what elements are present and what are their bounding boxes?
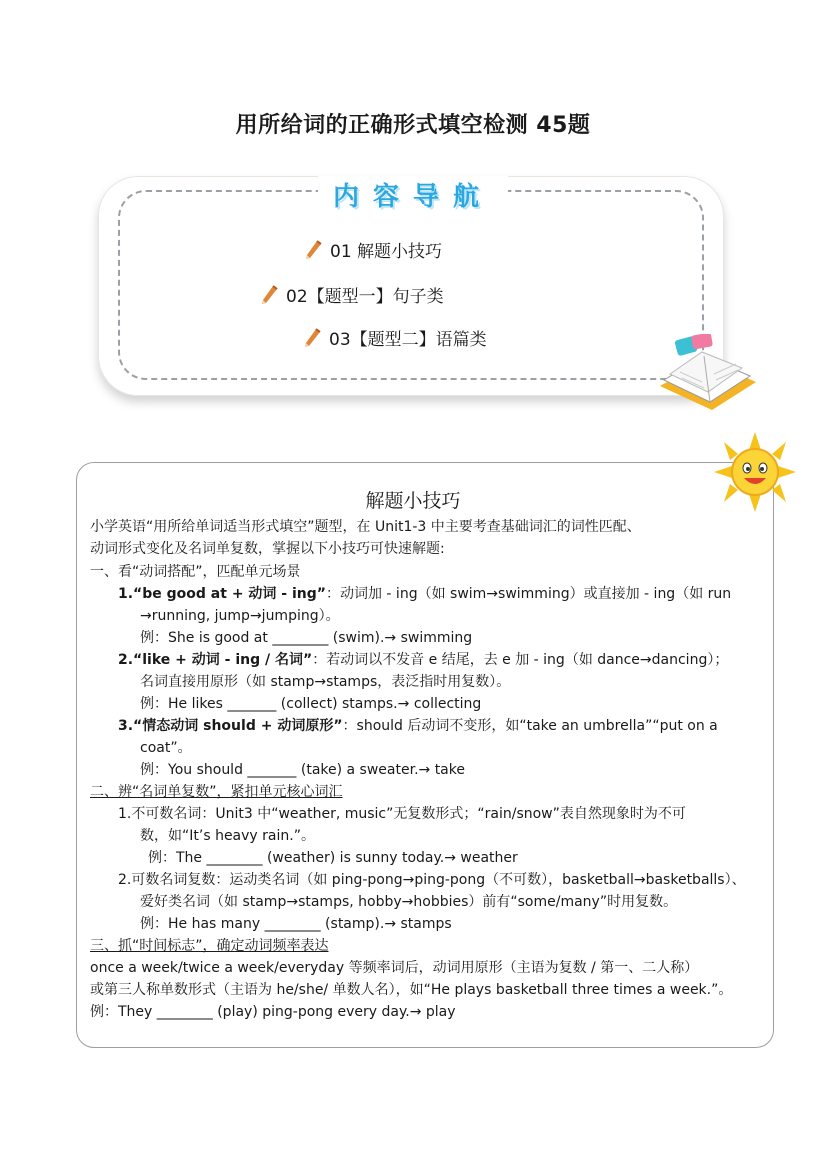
tip-1-2 (118, 650, 728, 671)
tip-1-2-example: 例：He likes _______ (collect) stamps.→ collecting (140, 696, 482, 712)
tip-1-1 (118, 584, 731, 605)
tip-1-2-continued: 名词直接用原形（如 stamp→stamps，表泛指时用复数）。 (140, 674, 511, 690)
tip-1-1-example: 例：She is good at ________ (swim).→ swimming (140, 630, 473, 646)
document-title: 用所给词的正确形式填空检测 45题 (235, 113, 591, 138)
pencil-icon (303, 328, 321, 348)
tip-1-2-rule: 2.“like + 动词 - ing / 名词” (118, 652, 313, 668)
tip-1-1-rule: 1.“be good at + 动词 - ing” (118, 586, 326, 602)
open-book-icon (652, 334, 762, 414)
tips-title: 解题小技巧 (365, 490, 461, 512)
nav-item-label: 02【题型一】句子类 (286, 287, 444, 307)
tip-3-example: 例：They ________ (play) ping-pong every day.→ play (90, 1004, 456, 1020)
tip-1-1-continued: →running, jump→jumping）。 (140, 608, 340, 624)
tip-2-2: 2.可数名词复数：运动类名词（如 ping-pong→ping-pong（不可数），basketball→basketballs）、 (118, 872, 746, 888)
tip-2-1-example: 例：The ________ (weather) is sunny today.→ weather (148, 850, 518, 866)
tip-1-1-text: ：动词加 - ing（如 swim→swimming）或直接加 - ing（如 run (325, 586, 732, 602)
pencil-icon (260, 285, 278, 305)
section-two-heading: 二、辨“名词单复数”，紧扣单元核心词汇 (90, 784, 343, 800)
tip-3-line-1: once a week/twice a week/everyday 等频率词后，动词用原形（主语为复数 / 第一、二人称） (90, 960, 699, 976)
tip-1-3-text: ：should 后动词不变形，如“take an umbrella”“put on a (342, 718, 718, 734)
tip-1-3-example: 例：You should _______ (take) a sweater.→ take (140, 762, 465, 778)
nav-item-type-one (260, 282, 444, 307)
tip-1-3-rule: 3.“情态动词 should + 动词原形” (118, 718, 343, 734)
tip-2-1-continued: 数，如“It’s heavy rain.”。 (140, 828, 315, 844)
nav-item-type-two (303, 325, 487, 350)
tip-2-2-continued: 爱好类名词（如 stamp→stamps, hobby→hobbies）前有“some/many”时用复数。 (140, 894, 678, 910)
section-one-heading: 一、看“动词搭配”，匹配单元场景 (90, 564, 301, 580)
intro-line-2: 动词形式变化及名词单复数，掌握以下小技巧可快速解题: (90, 541, 445, 557)
nav-item-tips (304, 237, 442, 262)
tip-1-3-continued: coat”。 (140, 740, 192, 756)
tip-1-2-text: ：若动词以不发音 e 结尾，去 e 加 - ing（如 dance→dancing）； (312, 652, 729, 668)
section-three-heading: 三、抓“时间标志”，确定动词频率表达 (90, 938, 329, 954)
navigation-heading: 内容导航 (318, 176, 508, 208)
intro-line-1: 小学英语“用所给单词适当形式填空”题型，在 Unit1-3 中主要考查基础词汇的词性匹配、 (90, 519, 641, 535)
nav-item-label: 03【题型二】语篇类 (329, 330, 487, 350)
tip-1-3 (118, 716, 718, 737)
tip-3-line-2: 或第三人称单数形式（主语为 he/she/ 单数人名），如“He plays basketball three times a week.”。 (90, 982, 733, 998)
pencil-icon (304, 240, 322, 260)
tip-2-2-example: 例：He has many ________ (stamp).→ stamps (140, 916, 452, 932)
nav-item-label: 01 解题小技巧 (330, 242, 443, 262)
tip-2-1: 1.不可数名词：Unit3 中“weather, music”无复数形式；“rain/snow”表自然现象时为不可 (118, 806, 686, 822)
